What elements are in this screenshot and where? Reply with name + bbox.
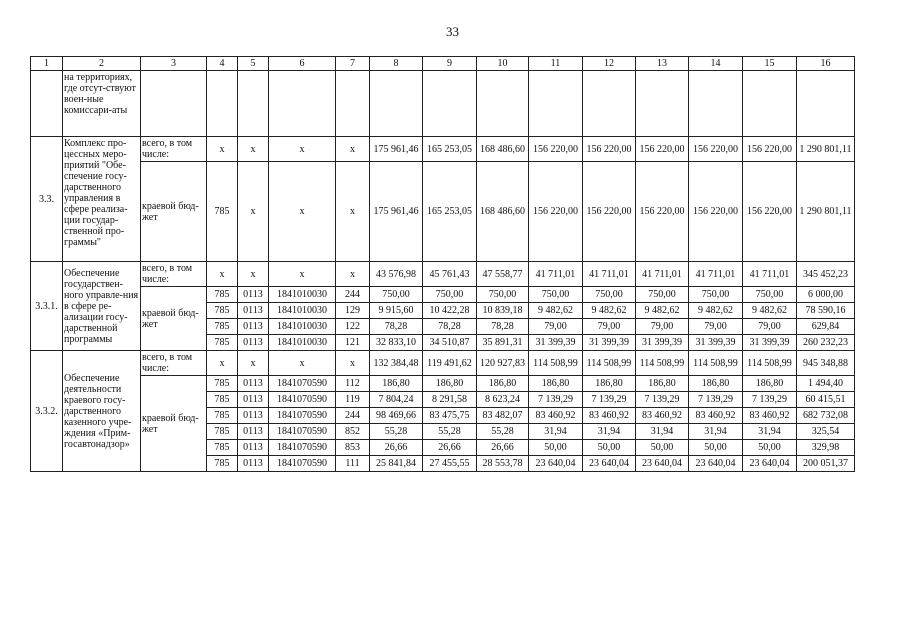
amount-cell: 114 508,99 [689, 351, 743, 376]
amount-cell: 35 891,31 [477, 335, 529, 351]
row-number: 3.3. [31, 137, 63, 262]
budget-table [30, 56, 855, 472]
amount-cell: 114 508,99 [529, 351, 583, 376]
amount-cell: 750,00 [477, 287, 529, 303]
amount-cell: 114 508,99 [743, 351, 797, 376]
table-cell [370, 71, 423, 137]
column-header: 6 [269, 57, 336, 71]
table-cell [141, 71, 207, 137]
code-cell: 785 [207, 376, 238, 392]
column-header: 1 [31, 57, 63, 71]
column-header: 2 [63, 57, 141, 71]
amount-cell: 31,94 [583, 424, 636, 440]
amount-cell: 9 482,62 [529, 303, 583, 319]
column-header: 16 [797, 57, 855, 71]
funding-source: всего, в том числе: [141, 137, 207, 162]
row-number: 3.3.1. [31, 262, 63, 351]
code-cell: 0113 [238, 319, 269, 335]
amount-cell: 31 399,39 [636, 335, 689, 351]
event-name: Комплекс про-цессных меро-приятий "Обе-спечение госу-дарственного управления в сфере реализа-ции государ-ственной про-граммы" [63, 137, 141, 262]
code-cell: x [336, 137, 370, 162]
amount-cell: 41 711,01 [636, 262, 689, 287]
code-cell: 785 [207, 424, 238, 440]
code-cell: 0113 [238, 287, 269, 303]
amount-cell: 47 558,77 [477, 262, 529, 287]
amount-cell: 41 711,01 [689, 262, 743, 287]
code-cell: 122 [336, 319, 370, 335]
code-cell: x [207, 137, 238, 162]
code-cell: 785 [207, 440, 238, 456]
table-cell [336, 71, 370, 137]
code-cell: 853 [336, 440, 370, 456]
amount-cell: 114 508,99 [636, 351, 689, 376]
amount-cell: 132 384,48 [370, 351, 423, 376]
code-cell: 1841010030 [269, 335, 336, 351]
code-cell: 244 [336, 287, 370, 303]
amount-cell: 41 711,01 [583, 262, 636, 287]
funding-source: краевой бюд-жет [141, 287, 207, 351]
amount-cell: 83 460,92 [636, 408, 689, 424]
amount-cell: 41 711,01 [529, 262, 583, 287]
column-header: 10 [477, 57, 529, 71]
event-name: Обеспечение государствен-ного управле-ния в сфере ре-ализации госу-дарственной программы [63, 262, 141, 351]
table-cell [636, 71, 689, 137]
amount-cell: 156 220,00 [689, 162, 743, 262]
amount-cell: 200 051,37 [797, 456, 855, 472]
amount-cell: 26,66 [423, 440, 477, 456]
amount-cell: 175 961,46 [370, 137, 423, 162]
amount-cell: 9 482,62 [689, 303, 743, 319]
amount-cell: 28 553,78 [477, 456, 529, 472]
code-cell: x [336, 262, 370, 287]
amount-cell: 156 220,00 [529, 137, 583, 162]
column-header: 14 [689, 57, 743, 71]
amount-cell: 329,98 [797, 440, 855, 456]
code-cell: 119 [336, 392, 370, 408]
amount-cell: 98 469,66 [370, 408, 423, 424]
code-cell: x [238, 162, 269, 262]
amount-cell: 1 494,40 [797, 376, 855, 392]
amount-cell: 31,94 [636, 424, 689, 440]
amount-cell: 83 460,92 [689, 408, 743, 424]
table-row [31, 137, 855, 162]
event-name: Обеспечение деятельности краевого госу-дарственного казенного учре-ждения «Прим-госавтонадзор» [63, 351, 141, 472]
amount-cell: 50,00 [529, 440, 583, 456]
code-cell: 0113 [238, 408, 269, 424]
amount-cell: 83 475,75 [423, 408, 477, 424]
amount-cell: 750,00 [583, 287, 636, 303]
amount-cell: 186,80 [370, 376, 423, 392]
amount-cell: 23 640,04 [583, 456, 636, 472]
code-cell: 0113 [238, 303, 269, 319]
amount-cell: 45 761,43 [423, 262, 477, 287]
table-cell [207, 71, 238, 137]
code-cell: 0113 [238, 376, 269, 392]
amount-cell: 7 139,29 [529, 392, 583, 408]
amount-cell: 27 455,55 [423, 456, 477, 472]
code-cell: 129 [336, 303, 370, 319]
amount-cell: 41 711,01 [743, 262, 797, 287]
amount-cell: 23 640,04 [743, 456, 797, 472]
column-header: 4 [207, 57, 238, 71]
amount-cell: 120 927,83 [477, 351, 529, 376]
amount-cell: 31,94 [743, 424, 797, 440]
amount-cell: 165 253,05 [423, 162, 477, 262]
code-cell: 1841070590 [269, 440, 336, 456]
column-header: 7 [336, 57, 370, 71]
code-cell: 852 [336, 424, 370, 440]
column-header: 11 [529, 57, 583, 71]
code-cell: 1841070590 [269, 392, 336, 408]
amount-cell: 168 486,60 [477, 137, 529, 162]
amount-cell: 79,00 [636, 319, 689, 335]
code-cell: x [269, 351, 336, 376]
amount-cell: 156 220,00 [743, 162, 797, 262]
amount-cell: 55,28 [370, 424, 423, 440]
table-cell [423, 71, 477, 137]
amount-cell: 156 220,00 [529, 162, 583, 262]
amount-cell: 7 139,29 [636, 392, 689, 408]
code-cell: 244 [336, 408, 370, 424]
amount-cell: 7 804,24 [370, 392, 423, 408]
amount-cell: 186,80 [583, 376, 636, 392]
code-cell: 0113 [238, 392, 269, 408]
row-number [31, 71, 63, 137]
funding-source: краевой бюд-жет [141, 162, 207, 262]
code-cell: 121 [336, 335, 370, 351]
amount-cell: 156 220,00 [583, 137, 636, 162]
column-header: 9 [423, 57, 477, 71]
code-cell: x [269, 162, 336, 262]
code-cell: 0113 [238, 335, 269, 351]
amount-cell: 50,00 [636, 440, 689, 456]
table-cell [797, 71, 855, 137]
amount-cell: 31 399,39 [583, 335, 636, 351]
table-row [31, 287, 855, 303]
amount-cell: 750,00 [743, 287, 797, 303]
table-cell [583, 71, 636, 137]
amount-cell: 9 915,60 [370, 303, 423, 319]
amount-cell: 34 510,87 [423, 335, 477, 351]
table-row [31, 71, 855, 137]
amount-cell: 31 399,39 [689, 335, 743, 351]
amount-cell: 50,00 [743, 440, 797, 456]
column-header: 12 [583, 57, 636, 71]
code-cell: 785 [207, 392, 238, 408]
amount-cell: 7 139,29 [689, 392, 743, 408]
code-cell: 785 [207, 319, 238, 335]
code-cell: 785 [207, 408, 238, 424]
amount-cell: 156 220,00 [636, 162, 689, 262]
code-cell: 1841070590 [269, 456, 336, 472]
amount-cell: 9 482,62 [583, 303, 636, 319]
amount-cell: 175 961,46 [370, 162, 423, 262]
amount-cell: 7 139,29 [583, 392, 636, 408]
amount-cell: 31,94 [529, 424, 583, 440]
amount-cell: 32 833,10 [370, 335, 423, 351]
amount-cell: 945 348,88 [797, 351, 855, 376]
amount-cell: 79,00 [689, 319, 743, 335]
amount-cell: 78,28 [370, 319, 423, 335]
amount-cell: 55,28 [423, 424, 477, 440]
code-cell: 0113 [238, 440, 269, 456]
amount-cell: 50,00 [689, 440, 743, 456]
amount-cell: 750,00 [370, 287, 423, 303]
amount-cell: 8 291,58 [423, 392, 477, 408]
table-cell [529, 71, 583, 137]
amount-cell: 79,00 [583, 319, 636, 335]
page-number: 33 [446, 24, 459, 39]
amount-cell: 23 640,04 [636, 456, 689, 472]
table-cell [743, 71, 797, 137]
table-row [31, 351, 855, 376]
amount-cell: 9 482,62 [743, 303, 797, 319]
code-cell: x [269, 262, 336, 287]
code-cell: 112 [336, 376, 370, 392]
column-header: 13 [636, 57, 689, 71]
table-row [31, 376, 855, 392]
amount-cell: 23 640,04 [529, 456, 583, 472]
amount-cell: 78,28 [423, 319, 477, 335]
amount-cell: 750,00 [529, 287, 583, 303]
table-cell [269, 71, 336, 137]
amount-cell: 55,28 [477, 424, 529, 440]
code-cell: 785 [207, 456, 238, 472]
amount-cell: 186,80 [689, 376, 743, 392]
amount-cell: 750,00 [423, 287, 477, 303]
amount-cell: 23 640,04 [689, 456, 743, 472]
amount-cell: 10 839,18 [477, 303, 529, 319]
amount-cell: 750,00 [689, 287, 743, 303]
amount-cell: 6 000,00 [797, 287, 855, 303]
amount-cell: 9 482,62 [636, 303, 689, 319]
amount-cell: 7 139,29 [743, 392, 797, 408]
table-cell [238, 71, 269, 137]
code-cell: x [336, 351, 370, 376]
amount-cell: 156 220,00 [689, 137, 743, 162]
amount-cell: 79,00 [529, 319, 583, 335]
amount-cell: 186,80 [423, 376, 477, 392]
amount-cell: 682 732,08 [797, 408, 855, 424]
code-cell: x [238, 351, 269, 376]
amount-cell: 156 220,00 [583, 162, 636, 262]
code-cell: 1841070590 [269, 376, 336, 392]
code-cell: 1841010030 [269, 319, 336, 335]
amount-cell: 168 486,60 [477, 162, 529, 262]
amount-cell: 186,80 [636, 376, 689, 392]
amount-cell: 260 232,23 [797, 335, 855, 351]
amount-cell: 186,80 [529, 376, 583, 392]
amount-cell: 83 460,92 [743, 408, 797, 424]
amount-cell: 26,66 [370, 440, 423, 456]
amount-cell: 50,00 [583, 440, 636, 456]
amount-cell: 25 841,84 [370, 456, 423, 472]
amount-cell: 60 415,51 [797, 392, 855, 408]
amount-cell: 83 460,92 [529, 408, 583, 424]
amount-cell: 1 290 801,11 [797, 137, 855, 162]
code-cell: 1841070590 [269, 408, 336, 424]
table-row [31, 57, 855, 71]
code-cell: 1841010030 [269, 303, 336, 319]
amount-cell: 10 422,28 [423, 303, 477, 319]
table-row [31, 162, 855, 262]
amount-cell: 629,84 [797, 319, 855, 335]
amount-cell: 83 460,92 [583, 408, 636, 424]
amount-cell: 1 290 801,11 [797, 162, 855, 262]
amount-cell: 78 590,16 [797, 303, 855, 319]
amount-cell: 165 253,05 [423, 137, 477, 162]
column-header: 3 [141, 57, 207, 71]
code-cell: x [269, 137, 336, 162]
code-cell: x [238, 137, 269, 162]
code-cell: 785 [207, 162, 238, 262]
code-cell: 1841070590 [269, 424, 336, 440]
amount-cell: 186,80 [477, 376, 529, 392]
table-cell [689, 71, 743, 137]
row-number: 3.3.2. [31, 351, 63, 472]
funding-source: краевой бюд-жет [141, 376, 207, 472]
code-cell: 0113 [238, 424, 269, 440]
amount-cell: 31 399,39 [743, 335, 797, 351]
column-header: 8 [370, 57, 423, 71]
amount-cell: 31,94 [689, 424, 743, 440]
code-cell: x [336, 162, 370, 262]
amount-cell: 78,28 [477, 319, 529, 335]
column-header: 15 [743, 57, 797, 71]
amount-cell: 345 452,23 [797, 262, 855, 287]
code-cell: 785 [207, 335, 238, 351]
amount-cell: 83 482,07 [477, 408, 529, 424]
amount-cell: 750,00 [636, 287, 689, 303]
amount-cell: 8 623,24 [477, 392, 529, 408]
amount-cell: 156 220,00 [636, 137, 689, 162]
table-cell [477, 71, 529, 137]
code-cell: 1841010030 [269, 287, 336, 303]
amount-cell: 79,00 [743, 319, 797, 335]
code-cell: x [207, 262, 238, 287]
amount-cell: 156 220,00 [743, 137, 797, 162]
column-header: 5 [238, 57, 269, 71]
amount-cell: 186,80 [743, 376, 797, 392]
code-cell: x [207, 351, 238, 376]
amount-cell: 325,54 [797, 424, 855, 440]
amount-cell: 114 508,99 [583, 351, 636, 376]
code-cell: x [238, 262, 269, 287]
funding-source: всего, в том числе: [141, 262, 207, 287]
event-name: на территориях, где отсут-ствуют воен-ные комиссари-аты [63, 71, 141, 137]
code-cell: 785 [207, 287, 238, 303]
code-cell: 785 [207, 303, 238, 319]
amount-cell: 31 399,39 [529, 335, 583, 351]
table-row [31, 262, 855, 287]
funding-source: всего, в том числе: [141, 351, 207, 376]
amount-cell: 43 576,98 [370, 262, 423, 287]
amount-cell: 119 491,62 [423, 351, 477, 376]
amount-cell: 26,66 [477, 440, 529, 456]
code-cell: 111 [336, 456, 370, 472]
code-cell: 0113 [238, 456, 269, 472]
